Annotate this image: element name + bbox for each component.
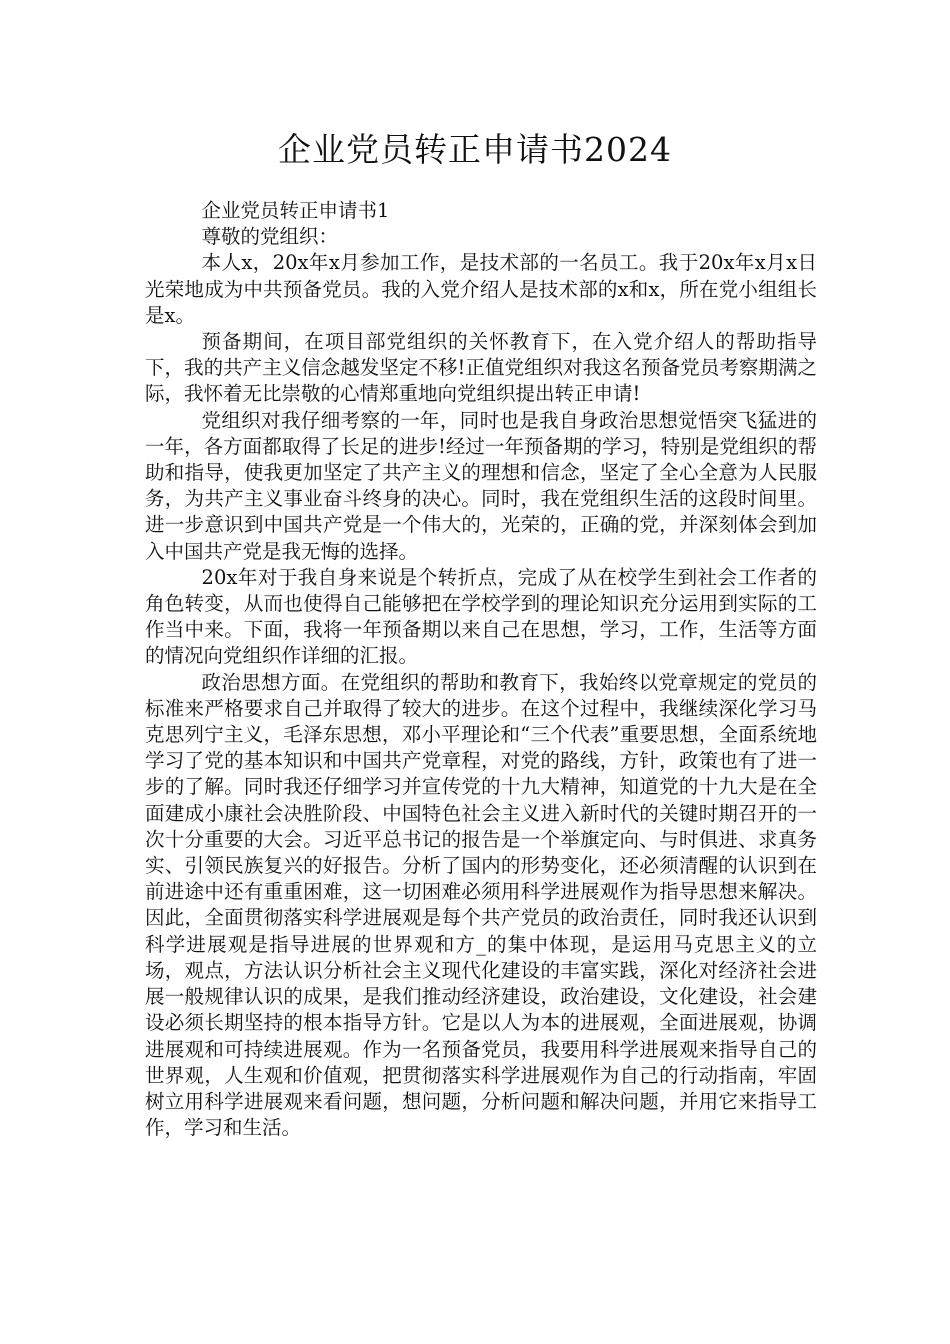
- body-paragraph: 政治思想方面。在党组织的帮助和教育下，我始终以党章规定的党员的标准来严格要求自己并取得了较大的进步。在这个过程中，我继续深化学习马克思列宁主义，毛泽东思想，邓小平理论和“三个代表”重要思想，全面系统地学习了党的基本知识和中国共产党章程，对党的路线，方针，政策也有了进一步的了解。同时我还仔细学习并宣传党的十九大精神，知道党的十九大是在全面建成小康社会决胜阶段、中国特色社会主义进入新时代的关键时期召开的一次十分重要的大会。习近平总书记的报告是一个举旗定向、与时俱进、求真务实、引领民族复兴的好报告。分析了国内的形势变化，还必须清醒的认识到在前进途中还有重重困难，这一切困难必须用科学进展观作为指导思想来解决。因此，全面贯彻落实科学进展观是每个共产党员的政治责任，同时我还认识到科学进展观是指导进展的世界观和方_的集中体现，是运用马克思主义的立场，观点，方法认识分析社会主义现代化建设的丰富实践，深化对经济社会进展一般规律认识的成果，是我们推动经济建设，政治建设，文化建设，社会建设必须长期坚持的根本指导方针。它是以人为本的进展观，全面进展观，协调进展观和可持续进展观。作为一名预备党员，我要用科学进展观来指导自己的世界观，人生观和价值观，把贯彻落实科学进展观作为自己的行动指南，牢固树立用科学进展观来看问题，想问题，分析问题和解决问题，并用它来指导工作，学习和生活。: [145, 670, 817, 1140]
- body-paragraph: 党组织对我仔细考察的一年，同时也是我自身政治思想觉悟突飞猛进的一年，各方面都取得了长足的进步!经过一年预备期的学习，特别是党组织的帮助和指导，使我更加坚定了共产主义的理想和信念，坚定了全心全意为人民服务，为共产主义事业奋斗终身的决心。同时，我在党组织生活的这段时间里。进一步意识到中国共产党是一个伟大的，光荣的，正确的党，并深刻体会到加入中国共产党是我无悔的选择。: [145, 408, 817, 563]
- body-paragraph: 20x年对于我自身来说是个转折点，完成了从在校学生到社会工作者的角色转变，从而也使得自己能够把在学校学到的理论知识充分运用到实际的工作当中来。下面，我将一年预备期以来自己在思想，学习，工作，生活等方面的情况向党组织作详细的汇报。: [145, 565, 817, 668]
- body-paragraph: 预备期间，在项目部党组织的关怀教育下，在入党介绍人的帮助指导下，我的共产主义信念越发坚定不移!正值党组织对我这名预备党员考察期满之际，我怀着无比崇敬的心情郑重地向党组织提出转正申请!: [145, 330, 817, 406]
- section-heading: 企业党员转正申请书1: [201, 199, 390, 222]
- salutation: 尊敬的党组织：: [201, 225, 339, 249]
- body-paragraph: 本人x，20x年x月参加工作，是技术部的一名员工。我于20x年x月x日光荣地成为中共预备党员。我的入党介绍人是技术部的x和x，所在党小组组长是x。: [145, 251, 817, 327]
- document-body: [145, 198, 817, 1141]
- document-title: 企业党员转正申请书2024: [278, 130, 672, 169]
